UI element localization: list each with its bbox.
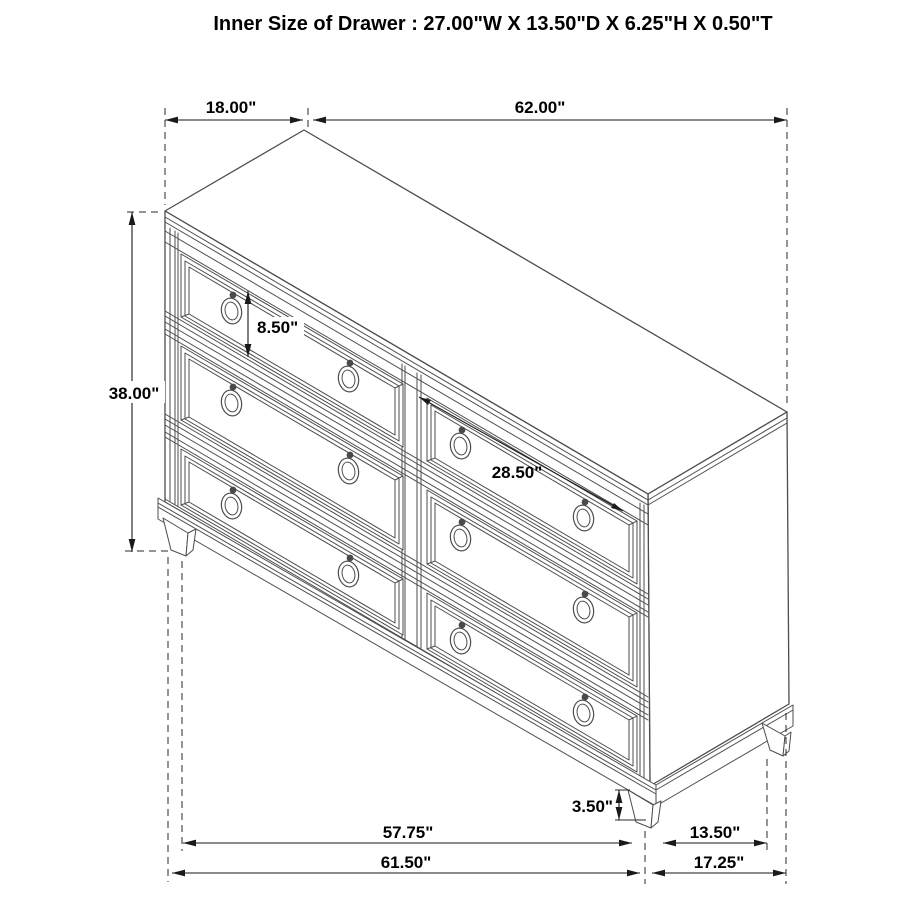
front-left-leg-side	[186, 529, 196, 556]
dimension-label-top-width: 62.00"	[514, 98, 566, 117]
dimension-label-drawer-width: 28.50"	[491, 463, 543, 482]
dimension-label-side-between-legs: 13.50"	[689, 823, 741, 842]
dimension-label-front-overall-base: 61.50"	[380, 853, 432, 872]
dimension-label-top-depth: 18.00"	[205, 98, 257, 117]
dimension-label-leg-height: 3.50"	[571, 797, 613, 816]
dresser-line-drawing	[158, 130, 793, 828]
dimension-label-overall-height: 38.00"	[108, 384, 160, 403]
dimension-label-side-overall-base: 17.25"	[693, 853, 745, 872]
dimension-label-front-between-legs: 57.75"	[382, 823, 434, 842]
dimension-label-drawer-height: 8.50"	[257, 318, 299, 337]
front-right-leg-side	[651, 801, 661, 828]
page-title: Inner Size of Drawer : 27.00"W X 13.50"D X 6.25"H X 0.50"T	[213, 13, 773, 35]
